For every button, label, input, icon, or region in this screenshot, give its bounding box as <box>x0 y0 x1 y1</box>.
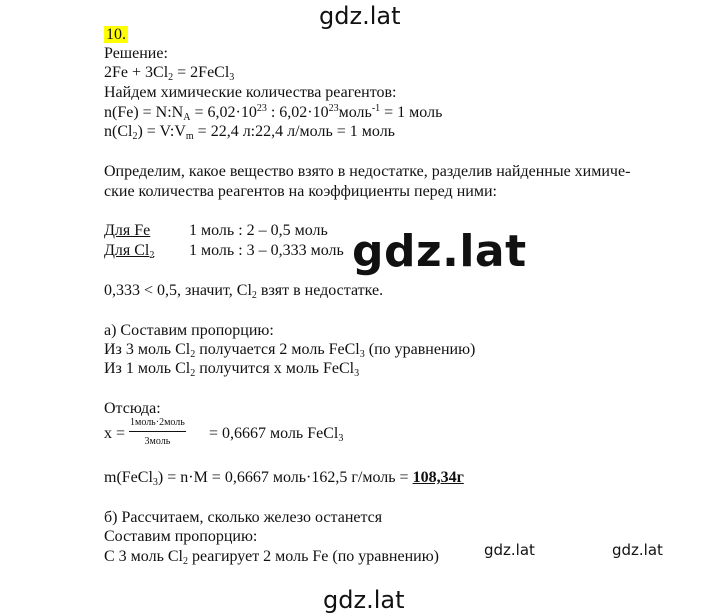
equation-subscript: 3 <box>229 72 235 83</box>
part-b-heading: б) Рассчитаем, сколько железо останется <box>104 509 383 526</box>
reaction-equation <box>104 64 234 82</box>
proportion-line-1 <box>104 341 475 359</box>
mass-part: m(FeCl <box>104 469 153 486</box>
formula-subscript: 2 <box>132 131 138 142</box>
proportion-subscript: 2 <box>190 368 196 379</box>
formula-part: : 6,02·10 <box>266 104 329 121</box>
fraction-denominator: 3моль <box>144 436 171 447</box>
determine-text-line1: Определим, какое вещество взято в недостатке, разделив найденные химиче- <box>104 163 631 180</box>
formula-subscript: m <box>185 131 194 142</box>
proportion-subscript: 3 <box>359 349 365 360</box>
formula-superscript: 23 <box>256 103 267 114</box>
proportion-line-3 <box>104 548 439 566</box>
proportion-part: С 3 моль Cl <box>104 548 183 565</box>
fe-ratio-row <box>104 222 328 240</box>
proportion-part: реагирует 2 моль Fe (по уравнению) <box>187 548 439 565</box>
comparison-part: 0,333 < 0,5, значит, Cl <box>104 282 252 299</box>
watermark-bottom: gdz.lat <box>323 586 405 614</box>
fe-ratio-value: 1 моль : 2 – 0,5 моль <box>189 222 328 239</box>
fraction-result-subscript: 3 <box>338 433 344 444</box>
formula-part: моль <box>338 104 372 121</box>
cl-ratio-value: 1 моль : 3 – 0,333 моль <box>189 242 344 259</box>
formula-part: n(Fe) = N:N <box>104 104 184 121</box>
equation-part: 2Fe + 3Cl <box>104 64 169 81</box>
watermark-small-left: gdz.lat <box>484 541 535 559</box>
proportion-part: Из 1 моль Cl <box>104 360 191 377</box>
comparison-part: взят в недостатке. <box>256 282 384 299</box>
determine-text-line2: ские количества реагентов на коэффициенты перед ними: <box>104 183 497 200</box>
comparison-text <box>104 282 383 300</box>
hence-label: Отсюда: <box>104 400 161 417</box>
watermark-center: gdz.lat <box>352 226 527 277</box>
formula-part: ) = V:V <box>137 123 186 140</box>
fraction-numerator: 1моль·2моль <box>129 417 186 432</box>
mass-subscript: 3 <box>152 477 158 488</box>
fraction-result <box>209 425 343 443</box>
proportion-part: получится х моль FeCl <box>195 360 355 377</box>
equation-part: = 2FeCl <box>173 64 230 81</box>
mass-part: ) = n·M = 0,6667 моль·162,5 г/моль = <box>157 469 413 486</box>
watermark-top: gdz.lat <box>319 2 401 30</box>
equation-subscript: 2 <box>168 72 174 83</box>
fraction <box>129 417 186 448</box>
proportion-line-2 <box>104 360 359 378</box>
solution-label: Решение: <box>104 45 168 62</box>
n-cl-formula <box>104 123 395 141</box>
proportion-part: (по уравнению) <box>364 341 476 358</box>
formula-subscript: A <box>183 112 191 123</box>
cl-ratio-label <box>104 242 154 259</box>
formula-part: = 22,4 л:22,4 л/моль = 1 моль <box>193 123 395 140</box>
fe-ratio-label: Для Fe <box>104 222 151 239</box>
proportion-part: получается 2 моль FeCl <box>195 341 360 358</box>
cl-ratio-label-subscript: 2 <box>149 250 155 261</box>
formula-superscript: 23 <box>328 103 339 114</box>
part-a-heading: а) Составим пропорцию: <box>104 322 274 339</box>
comparison-subscript: 2 <box>251 290 257 301</box>
proportion-part: Из 3 моль Cl <box>104 341 191 358</box>
mass-formula <box>104 469 464 487</box>
formula-superscript: -1 <box>371 103 381 114</box>
fraction-x-label: х = <box>104 425 126 442</box>
proportion-subscript: 2 <box>182 556 188 567</box>
find-amounts-text: Найдем химические количества реагентов: <box>104 84 397 101</box>
cl-ratio-row <box>104 242 344 261</box>
fraction-result-text: = 0,6667 моль FeCl <box>209 425 339 442</box>
formula-part: = 6,02·10 <box>190 104 257 121</box>
mass-result: 108,34г <box>412 469 464 486</box>
proportion-subscript: 3 <box>354 368 360 379</box>
task-number <box>104 26 128 44</box>
watermark-small-right: gdz.lat <box>612 541 663 559</box>
make-proportion-label: Составим пропорцию: <box>104 528 258 545</box>
formula-part: = 1 моль <box>380 104 443 121</box>
n-fe-formula <box>104 104 442 122</box>
proportion-subscript: 2 <box>190 349 196 360</box>
task-number-badge: 10. <box>106 26 126 43</box>
formula-part: n(Cl <box>104 123 133 140</box>
cl-ratio-label-text: Для Cl <box>104 242 150 259</box>
